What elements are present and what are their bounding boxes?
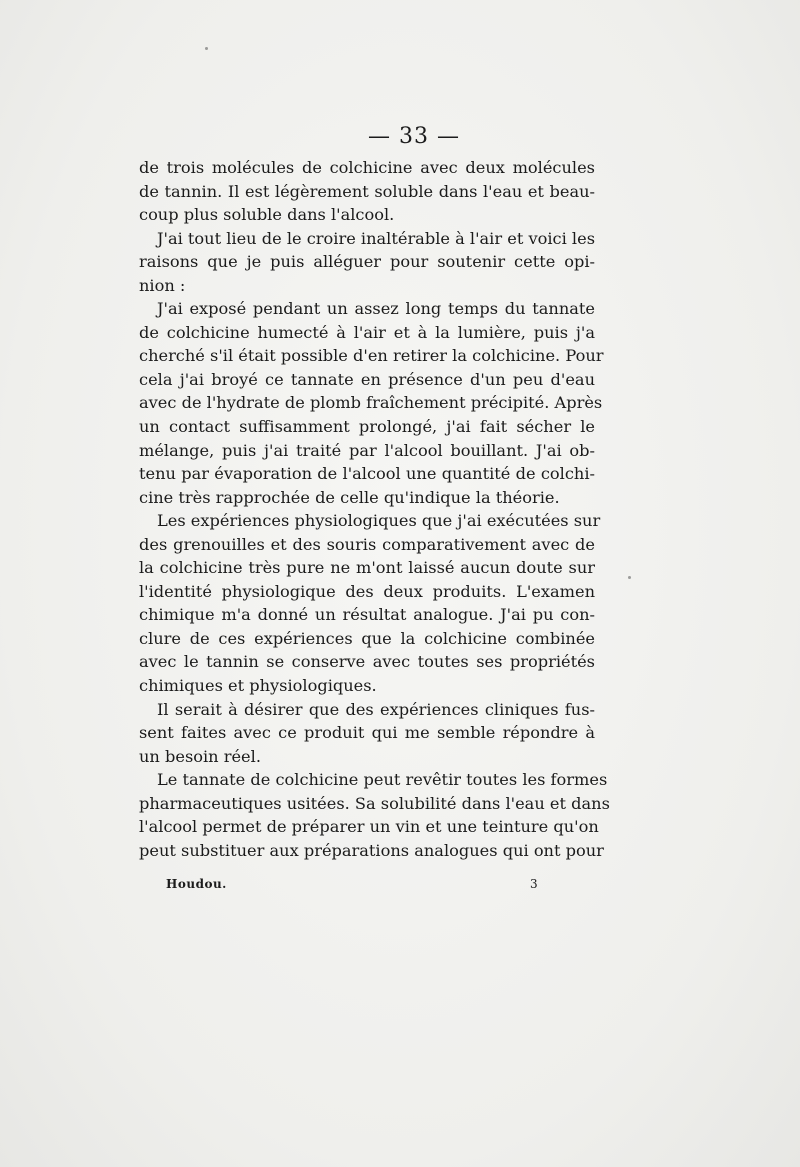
text-line: mélange, puis j'ai traité par l'alcool bouillant. J'ai ob- xyxy=(139,440,595,460)
text-line: avec de l'hydrate de plomb fraîchement précipité. Après xyxy=(139,393,603,413)
text-line: des grenouilles et des souris comparativement avec de xyxy=(139,534,595,554)
paper-speck xyxy=(628,576,631,579)
text-line: avec le tannin se conserve avec toutes ses propriétés xyxy=(139,652,595,672)
text-line: sent faites avec ce produit qui me semble répondre à xyxy=(139,723,595,743)
text-line: cine très rapprochée de celle qu'indique la théorie. xyxy=(139,487,560,507)
text-line: pharmaceutiques usitées. Sa solubilité dans l'eau et dans xyxy=(139,793,610,813)
footer-signature: 3 xyxy=(530,877,539,891)
text-line: un besoin réel. xyxy=(139,746,261,766)
text-line: de tannin. Il est légèrement soluble dans l'eau et beau- xyxy=(139,181,595,201)
text-line: Il serait à désirer que des expériences cliniques fus- xyxy=(157,699,595,719)
text-line: cherché s'il était possible d'en retirer la colchicine. Pour xyxy=(139,346,604,366)
text-line: la colchicine très pure ne m'ont laissé aucun doute sur xyxy=(139,558,595,578)
body-text xyxy=(139,156,610,862)
page-number: — 33 — xyxy=(368,124,460,149)
text-line: l'identité physiologique des deux produits. L'examen xyxy=(139,581,595,601)
text-line: chimiques et physiologiques. xyxy=(139,676,377,696)
text-line: un contact suffisamment prolongé, j'ai fait sécher le xyxy=(139,417,595,437)
footer-author: Houdou. xyxy=(166,877,227,891)
text-line: cela j'ai broyé ce tannate en présence d'un peu d'eau xyxy=(139,369,595,389)
text-line: l'alcool permet de préparer un vin et une teinture qu'on xyxy=(139,817,599,837)
paper-speck xyxy=(205,47,208,50)
text-line: clure de ces expériences que la colchicine combinée xyxy=(139,628,595,648)
text-line: J'ai exposé pendant un assez long temps du tannate xyxy=(157,299,595,319)
text-line: nion : xyxy=(139,275,186,295)
text-line: raisons que je puis alléguer pour soutenir cette opi- xyxy=(139,252,595,272)
text-line: J'ai tout lieu de le croire inaltérable à l'air et voici les xyxy=(157,228,595,248)
text-line: de trois molécules de colchicine avec deux molécules xyxy=(139,158,595,177)
text-line: Les expériences physiologiques que j'ai exécutées sur xyxy=(157,511,601,531)
text-line: coup plus soluble dans l'alcool. xyxy=(139,205,395,225)
text-line: de colchicine humecté à l'air et à la lumière, puis j'a xyxy=(139,322,595,342)
text-line: chimique m'a donné un résultat analogue. J'ai pu con- xyxy=(139,605,595,625)
text-line: tenu par évaporation de l'alcool une quantité de colchi- xyxy=(139,464,595,484)
text-line: peut substituer aux préparations analogues qui ont pour xyxy=(139,840,604,860)
text-line: Le tannate de colchicine peut revêtir toutes les formes xyxy=(157,770,608,790)
